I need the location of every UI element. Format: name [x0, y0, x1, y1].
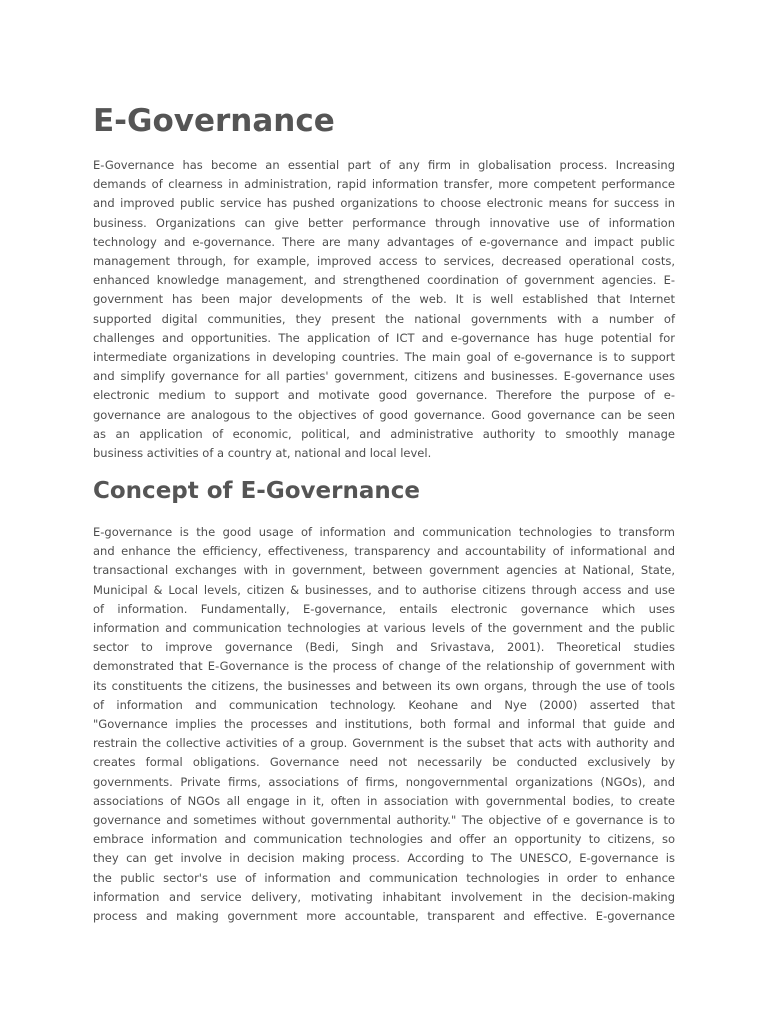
text-line: as an application of economic, political, and administrative authority to smoothly manage [93, 426, 675, 441]
text-line: E-governance is the good usage of information and communication technologies to transform [93, 525, 675, 539]
text-line: business activities of a country at, national and local level. [93, 446, 432, 461]
text-line: transactional exchanges with in government, between government agencies at National, State, [93, 563, 675, 578]
text-line: government has been major developments of the web. It is well established that Internet [93, 292, 675, 307]
text-line: intermediate organizations in developing countries. The main goal of e-governance is to support [93, 350, 675, 365]
text-line: sector to improve governance (Bedi, Singh and Srivastava, 2001). Theoretical studies [93, 640, 675, 655]
text-line: restrain the collective activities of a group. Government is the subset that acts with authority and [93, 736, 675, 751]
section-heading: Concept of E-Governance [93, 478, 420, 504]
text-line: E-Governance has become an essential part of any firm in globalisation process. Increasing [93, 158, 675, 172]
page-title: E-Governance [93, 103, 335, 139]
text-line: governance and sometimes without governmental authority." The objective of e governance is to [93, 813, 675, 828]
text-line: of information and communication technology. Keohane and Nye (2000) asserted that [93, 697, 675, 712]
text-line: creates formal obligations. Governance need not necessarily be conducted exclusively by [93, 755, 675, 770]
text-line: associations of NGOs all engage in it, often in association with governmental bodies, to create [93, 793, 675, 808]
intro-paragraph [93, 156, 675, 463]
text-line: the public sector's use of information and communication technologies in order to enhance [93, 870, 675, 885]
text-line: demands of clearness in administration, rapid information transfer, more competent performance [93, 177, 675, 192]
text-line: technology and e-governance. There are many advantages of e-governance and impact public [93, 234, 675, 249]
text-line: business. Organizations can give better performance through innovative use of information [93, 215, 675, 230]
text-line: Municipal & Local levels, citizen & businesses, and to authorise citizens through access and use [93, 582, 675, 597]
text-line: of information. Fundamentally, E-governance, entails electronic governance which uses [93, 601, 675, 616]
text-line: challenges and opportunities. The application of ICT and e-governance has huge potential for [93, 330, 675, 345]
text-line: "Governance implies the processes and institutions, both formal and informal that guide and [93, 717, 675, 732]
text-line: information and service delivery, motivating inhabitant involvement in the decision-making [93, 889, 675, 904]
text-line: governance are analogous to the objectives of good governance. Good governance can be seen [93, 407, 675, 422]
text-line: electronic medium to support and motivate good governance. Therefore the purpose of e- [93, 388, 675, 403]
text-line: supported digital communities, they present the national governments with a number of [93, 311, 675, 326]
text-line: embrace information and communication technologies and offer an opportunity to citizens, so [93, 832, 675, 847]
text-line: and enhance the efficiency, effectiveness, transparency and accountability of informational and [93, 544, 675, 559]
text-line: management through, for example, improved access to services, decreased operational costs, [93, 254, 675, 269]
text-line: information and communication technologies at various levels of the government and the public [93, 621, 675, 636]
text-line: process and making government more accountable, transparent and effective. E-governance [93, 909, 675, 924]
text-line: its constituents the citizens, the businesses and between its own organs, through the use of tools [93, 678, 675, 693]
concept-paragraph [93, 523, 675, 926]
text-line: and simplify governance for all parties' government, citizens and businesses. E-governance uses [93, 369, 675, 384]
text-line: governments. Private firms, associations of firms, nongovernmental organizations (NGOs), and [93, 774, 675, 789]
text-line: and improved public service has pushed organizations to choose electronic means for success in [93, 196, 675, 211]
text-line: demonstrated that E-Governance is the process of change of the relationship of government with [93, 659, 675, 674]
text-line: enhanced knowledge management, and strengthened coordination of government agencies. E- [93, 273, 675, 288]
text-line: they can get involve in decision making process. According to The UNESCO, E-governance is [93, 851, 675, 866]
